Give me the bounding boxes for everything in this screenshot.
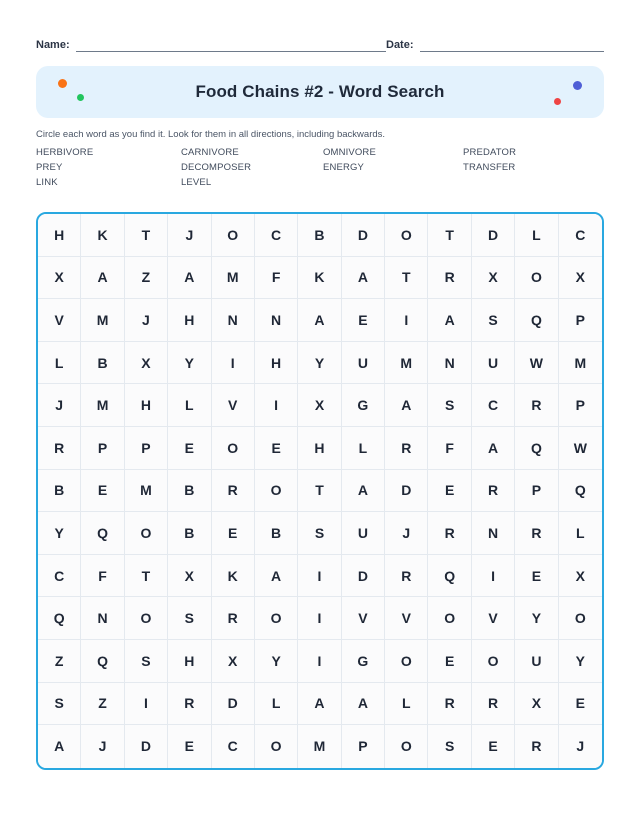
grid-cell[interactable]: O [559, 597, 602, 640]
grid-cell[interactable]: T [385, 257, 428, 300]
grid-cell[interactable]: B [298, 214, 341, 257]
grid-cell[interactable]: X [472, 257, 515, 300]
word-list-item: LINK [36, 177, 58, 188]
grid-cell[interactable]: A [385, 384, 428, 427]
name-input-line[interactable] [76, 38, 386, 52]
date-input-line[interactable] [420, 38, 604, 52]
grid-cell[interactable]: E [255, 427, 298, 470]
grid-cell[interactable]: O [125, 597, 168, 640]
grid-cell[interactable]: Q [81, 512, 124, 555]
word-list-item: DECOMPOSER [181, 162, 252, 173]
grid-cell[interactable]: M [298, 725, 341, 768]
word-list-item: PREDATOR [463, 147, 517, 158]
puzzle-grid [38, 214, 602, 768]
grid-cell[interactable]: K [212, 555, 255, 598]
grid-cell[interactable]: D [212, 683, 255, 726]
grid-cell[interactable]: M [81, 384, 124, 427]
grid-cell[interactable]: O [212, 427, 255, 470]
grid-cell[interactable]: B [81, 342, 124, 385]
grid-cell[interactable]: O [428, 597, 471, 640]
grid-cell[interactable]: U [342, 342, 385, 385]
grid-cell[interactable]: E [168, 725, 211, 768]
grid-cell[interactable]: B [38, 470, 81, 513]
red-dot-icon [554, 98, 561, 105]
grid-cell[interactable]: E [472, 725, 515, 768]
grid-cell[interactable]: R [38, 427, 81, 470]
grid-cell[interactable]: T [125, 214, 168, 257]
grid-cell[interactable]: O [515, 257, 558, 300]
grid-cell[interactable]: N [81, 597, 124, 640]
name-field-group [36, 38, 386, 52]
grid-cell[interactable]: M [559, 342, 602, 385]
grid-cell[interactable]: Q [81, 640, 124, 683]
grid-cell[interactable]: B [168, 512, 211, 555]
grid-cell[interactable]: Q [515, 427, 558, 470]
grid-cell[interactable]: O [255, 470, 298, 513]
grid-cell[interactable]: W [559, 427, 602, 470]
grid-cell[interactable]: A [472, 427, 515, 470]
grid-cell[interactable]: D [472, 214, 515, 257]
blue-dot-icon [573, 81, 582, 90]
grid-cell[interactable]: W [515, 342, 558, 385]
grid-cell[interactable]: V [212, 384, 255, 427]
date-field-group [386, 38, 604, 52]
grid-cell[interactable]: B [255, 512, 298, 555]
word-list-item: PREY [36, 162, 63, 173]
grid-cell[interactable]: K [298, 257, 341, 300]
grid-cell[interactable]: T [298, 470, 341, 513]
grid-cell[interactable]: C [212, 725, 255, 768]
grid-cell[interactable]: M [385, 342, 428, 385]
grid-cell[interactable]: L [559, 512, 602, 555]
grid-cell[interactable]: Q [559, 470, 602, 513]
grid-cell[interactable]: X [515, 683, 558, 726]
grid-cell[interactable]: H [125, 384, 168, 427]
grid-cell[interactable]: U [342, 512, 385, 555]
grid-cell[interactable]: F [81, 555, 124, 598]
instructions-text: Circle each word as you find it. Look for them in all directions, including backwards. [36, 129, 386, 140]
grid-cell[interactable]: R [212, 470, 255, 513]
grid-cell[interactable]: X [38, 257, 81, 300]
grid-cell[interactable]: I [125, 683, 168, 726]
grid-cell[interactable]: L [255, 683, 298, 726]
grid-cell[interactable]: L [38, 342, 81, 385]
name-label: Name: [36, 39, 70, 51]
grid-cell[interactable]: S [38, 683, 81, 726]
grid-cell[interactable]: Z [81, 683, 124, 726]
grid-cell[interactable]: U [515, 640, 558, 683]
grid-cell[interactable]: G [342, 384, 385, 427]
orange-dot-icon [58, 79, 67, 88]
grid-cell[interactable]: X [559, 555, 602, 598]
grid-cell[interactable]: E [428, 640, 471, 683]
word-list-item: CARNIVORE [181, 147, 239, 158]
grid-cell[interactable]: O [125, 512, 168, 555]
grid-cell[interactable]: I [212, 342, 255, 385]
grid-cell[interactable]: X [559, 257, 602, 300]
grid-cell[interactable]: I [298, 555, 341, 598]
grid-cell[interactable]: R [515, 512, 558, 555]
green-dot-icon [77, 94, 84, 101]
grid-cell[interactable]: T [125, 555, 168, 598]
grid-cell[interactable]: S [168, 597, 211, 640]
grid-cell[interactable]: R [168, 683, 211, 726]
grid-cell[interactable]: M [81, 299, 124, 342]
grid-cell[interactable]: Y [515, 597, 558, 640]
grid-cell[interactable]: E [212, 512, 255, 555]
grid-cell[interactable]: Z [38, 640, 81, 683]
grid-cell[interactable]: L [342, 427, 385, 470]
grid-cell[interactable]: E [81, 470, 124, 513]
grid-cell[interactable]: J [125, 299, 168, 342]
grid-cell[interactable]: H [38, 214, 81, 257]
grid-cell[interactable]: F [255, 257, 298, 300]
grid-cell[interactable]: D [342, 214, 385, 257]
grid-cell[interactable]: J [81, 725, 124, 768]
grid-cell[interactable]: R [428, 512, 471, 555]
grid-cell[interactable]: P [342, 725, 385, 768]
word-list-item: ENERGY [323, 162, 365, 173]
grid-cell[interactable]: E [515, 555, 558, 598]
grid-cell[interactable]: H [255, 342, 298, 385]
grid-cell[interactable]: P [559, 299, 602, 342]
grid-cell[interactable]: Y [298, 342, 341, 385]
grid-cell[interactable]: O [255, 725, 298, 768]
grid-cell[interactable]: A [298, 299, 341, 342]
grid-cell[interactable]: O [385, 214, 428, 257]
date-label: Date: [386, 39, 414, 51]
grid-cell[interactable]: J [168, 214, 211, 257]
grid-cell[interactable]: Z [125, 257, 168, 300]
grid-cell[interactable]: D [385, 470, 428, 513]
grid-cell[interactable]: O [212, 214, 255, 257]
name-date-row [36, 0, 604, 52]
grid-cell[interactable]: I [298, 597, 341, 640]
grid-cell[interactable]: V [38, 299, 81, 342]
grid-cell[interactable]: A [168, 257, 211, 300]
grid-cell[interactable]: O [472, 640, 515, 683]
word-list-item: LEVEL [181, 177, 212, 188]
grid-cell[interactable]: J [559, 725, 602, 768]
grid-cell[interactable]: X [212, 640, 255, 683]
grid-cell[interactable]: H [168, 299, 211, 342]
grid-cell[interactable]: L [385, 683, 428, 726]
word-list-item: TRANSFER [463, 162, 516, 173]
grid-cell[interactable]: N [212, 299, 255, 342]
grid-cell[interactable]: A [428, 299, 471, 342]
grid-cell[interactable]: R [515, 384, 558, 427]
grid-cell[interactable]: Y [38, 512, 81, 555]
grid-cell[interactable]: S [298, 512, 341, 555]
grid-cell[interactable]: I [255, 384, 298, 427]
grid-cell[interactable]: J [385, 512, 428, 555]
grid-cell[interactable]: Y [255, 640, 298, 683]
grid-cell[interactable]: A [342, 257, 385, 300]
title-banner [36, 66, 604, 118]
grid-cell[interactable]: D [342, 555, 385, 598]
grid-cell[interactable]: E [559, 683, 602, 726]
grid-cell[interactable]: P [515, 470, 558, 513]
grid-cell[interactable]: D [125, 725, 168, 768]
grid-cell[interactable]: N [472, 512, 515, 555]
grid-cell[interactable]: K [81, 214, 124, 257]
grid-cell[interactable]: R [428, 683, 471, 726]
grid-cell[interactable]: X [298, 384, 341, 427]
grid-cell[interactable]: O [255, 597, 298, 640]
grid-cell[interactable]: A [38, 725, 81, 768]
puzzle-grid-container [36, 212, 604, 770]
grid-cell[interactable]: X [168, 555, 211, 598]
page-title: Food Chains #2 - Word Search [195, 82, 445, 101]
grid-cell[interactable]: I [472, 555, 515, 598]
grid-cell[interactable]: F [428, 427, 471, 470]
grid-cell[interactable]: Q [515, 299, 558, 342]
word-list-item: HERBIVORE [36, 147, 94, 158]
grid-cell[interactable]: Q [38, 597, 81, 640]
grid-cell[interactable]: H [168, 640, 211, 683]
grid-cell[interactable]: A [342, 683, 385, 726]
grid-cell[interactable]: O [385, 725, 428, 768]
grid-cell[interactable]: E [342, 299, 385, 342]
grid-cell[interactable]: N [255, 299, 298, 342]
grid-cell[interactable]: U [472, 342, 515, 385]
grid-cell[interactable]: P [81, 427, 124, 470]
grid-cell[interactable]: M [125, 470, 168, 513]
grid-cell[interactable]: S [472, 299, 515, 342]
grid-cell[interactable]: Y [168, 342, 211, 385]
grid-cell[interactable]: J [38, 384, 81, 427]
grid-cell[interactable]: C [472, 384, 515, 427]
grid-cell[interactable]: A [342, 470, 385, 513]
grid-cell[interactable]: X [125, 342, 168, 385]
grid-cell[interactable]: N [428, 342, 471, 385]
grid-cell[interactable]: E [168, 427, 211, 470]
grid-cell[interactable]: A [255, 555, 298, 598]
grid-cell[interactable]: Q [428, 555, 471, 598]
grid-cell[interactable]: R [385, 427, 428, 470]
grid-cell[interactable]: S [428, 725, 471, 768]
grid-cell[interactable]: O [385, 640, 428, 683]
grid-cell[interactable]: E [428, 470, 471, 513]
grid-cell[interactable]: S [125, 640, 168, 683]
grid-cell[interactable]: R [212, 597, 255, 640]
grid-cell[interactable]: S [428, 384, 471, 427]
grid-cell[interactable]: G [342, 640, 385, 683]
grid-cell[interactable]: P [125, 427, 168, 470]
grid-cell[interactable]: V [385, 597, 428, 640]
word-list-item: OMNIVORE [323, 147, 376, 158]
word-list [36, 145, 604, 190]
grid-cell[interactable]: A [298, 683, 341, 726]
grid-cell[interactable]: T [428, 214, 471, 257]
grid-cell[interactable]: P [559, 384, 602, 427]
grid-cell[interactable]: R [472, 683, 515, 726]
grid-cell[interactable]: V [472, 597, 515, 640]
grid-cell[interactable]: R [428, 257, 471, 300]
grid-cell[interactable]: M [212, 257, 255, 300]
grid-cell[interactable]: I [385, 299, 428, 342]
grid-cell[interactable]: C [559, 214, 602, 257]
grid-cell[interactable]: C [255, 214, 298, 257]
grid-cell[interactable]: V [342, 597, 385, 640]
grid-cell[interactable]: L [515, 214, 558, 257]
grid-cell[interactable]: I [298, 640, 341, 683]
grid-cell[interactable]: Y [559, 640, 602, 683]
grid-cell[interactable]: C [38, 555, 81, 598]
grid-cell[interactable]: R [515, 725, 558, 768]
grid-cell[interactable]: H [298, 427, 341, 470]
grid-cell[interactable]: R [472, 470, 515, 513]
grid-cell[interactable]: B [168, 470, 211, 513]
grid-cell[interactable]: A [81, 257, 124, 300]
grid-cell[interactable]: L [168, 384, 211, 427]
grid-cell[interactable]: R [385, 555, 428, 598]
